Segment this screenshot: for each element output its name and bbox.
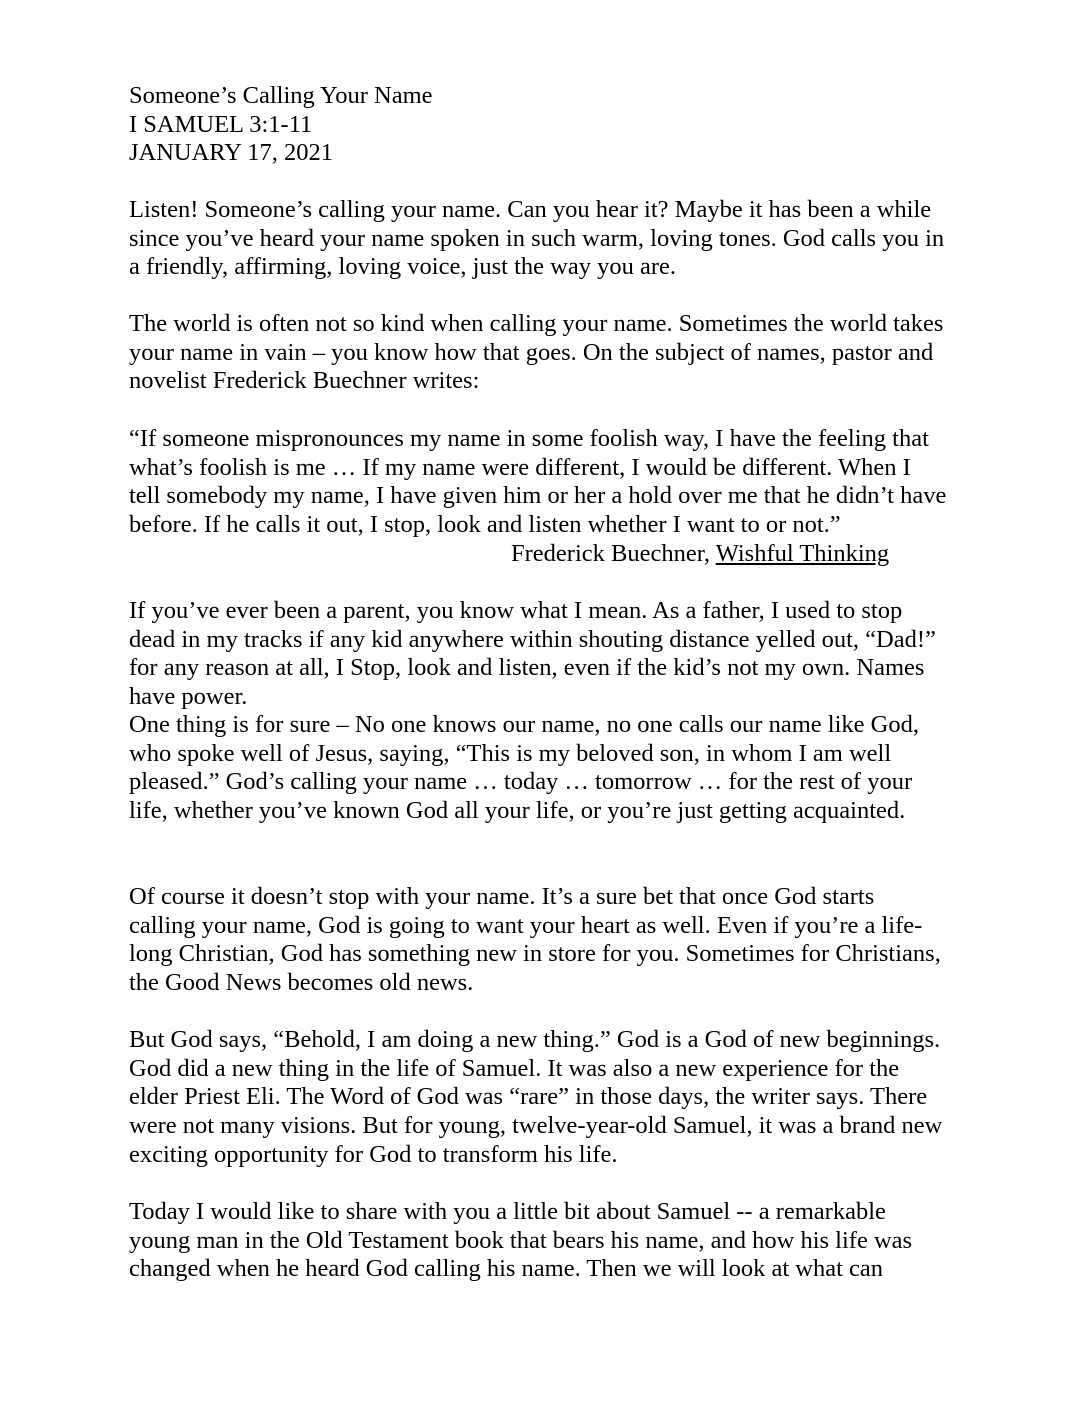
paragraph [129,597,989,712]
text-line: elder Priest Eli. The Word of God was “rare” in those days, the writer says. There [129,1083,928,1111]
text-line: One thing is for sure – No one knows our name, no one calls our name like God, [129,711,919,738]
paragraph [129,310,989,396]
quote-line: tell somebody my name, I have given him or her a hold over me that he didn’t have [129,482,947,510]
paragraph [129,1198,989,1284]
text-line: the Good News becomes old news. [129,969,474,997]
text-line: long Christian, God has something new in store for you. Sometimes for Christians, [129,940,941,968]
quote-line: before. If he calls it out, I stop, look and listen whether I want to or not.” [129,511,841,539]
quote-attribution [129,540,989,569]
scripture-reference: I SAMUEL 3:1-11 [129,110,313,138]
attribution-book-title: Wishful Thinking [715,539,890,567]
text-line: your name in vain – you know how that goes. On the subject of names, pastor and [129,338,934,366]
text-line: young man in the Old Testament book that bears his name, and how his life was [129,1226,913,1254]
sermon-title: Someone’s Calling Your Name [129,82,433,109]
paragraph [129,711,989,826]
sermon-header [129,82,989,168]
paragraph [129,883,989,998]
sermon-date: JANUARY 17, 2021 [129,139,333,167]
text-line: If you’ve ever been a parent, you know what I mean. As a father, I used to stop [129,597,903,624]
text-line: life, whether you’ve known God all your life, or you’re just getting acquainted. [129,797,906,825]
text-line: The world is often not so kind when calling your name. Sometimes the world takes [129,310,944,337]
quote-paragraph [129,425,989,569]
text-line: novelist Frederick Buechner writes: [129,367,480,395]
text-line: Listen! Someone’s calling your name. Can you hear it? Maybe it has been a while [129,196,932,223]
quote-line: “If someone mispronounces my name in some foolish way, I have the feeling that [129,425,929,452]
text-line: were not many visions. But for young, twelve-year-old Samuel, it was a brand new [129,1112,943,1140]
text-line: pleased.” God’s calling your name … today … tomorrow … for the rest of your [129,768,913,796]
paragraph [129,196,989,282]
text-line: changed when he heard God calling his name. Then we will look at what can [129,1255,884,1283]
attribution-author: Frederick Buechner, [511,539,716,567]
text-line: Of course it doesn’t stop with your name. It’s a sure bet that once God starts [129,883,875,910]
text-line: a friendly, affirming, loving voice, just the way you are. [129,253,677,281]
text-line: Today I would like to share with you a little bit about Samuel -- a remarkable [129,1198,886,1225]
paragraph [129,1026,989,1170]
text-line: But God says, “Behold, I am doing a new thing.” God is a God of new beginnings. [129,1026,941,1053]
text-line: dead in my tracks if any kid anywhere within shouting distance yelled out, “Dad!” [129,625,936,653]
text-line: God did a new thing in the life of Samuel. It was also a new experience for the [129,1054,900,1082]
text-line: for any reason at all, I Stop, look and listen, even if the kid’s not my own. Names [129,654,925,682]
text-line: calling your name, God is going to want your heart as well. Even if you’re a life- [129,911,923,939]
text-line: who spoke well of Jesus, saying, “This is my beloved son, in whom I am well [129,739,892,767]
text-line: have power. [129,683,248,711]
text-line: exciting opportunity for God to transform his life. [129,1140,618,1168]
quote-line: what’s foolish is me … If my name were different, I would be different. When I [129,453,911,481]
text-line: since you’ve heard your name spoken in such warm, loving tones. God calls you in [129,224,945,252]
